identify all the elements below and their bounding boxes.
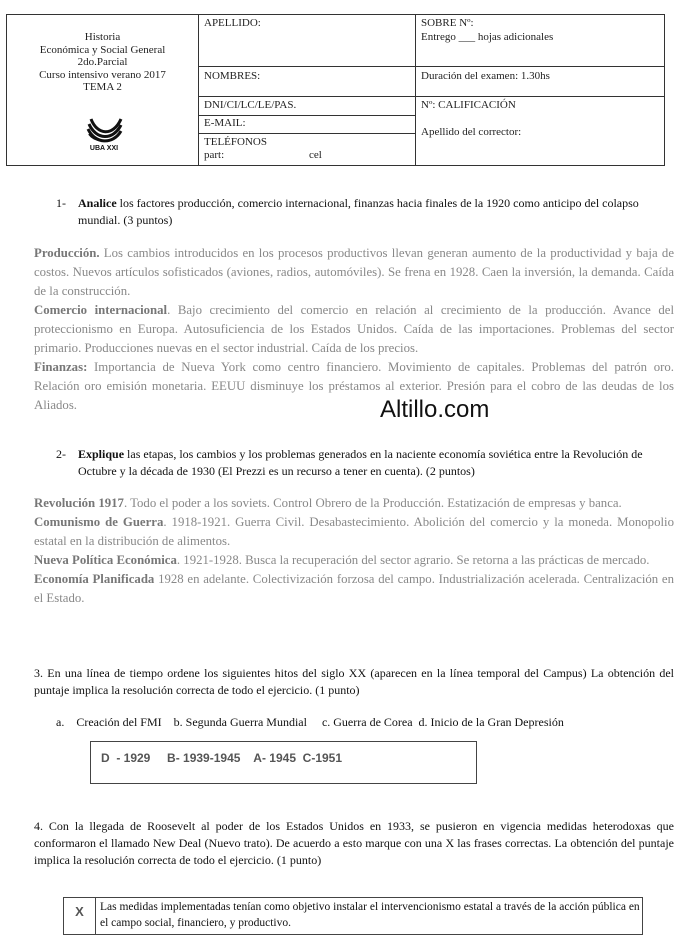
answer-label: Nueva Política Económica xyxy=(34,553,177,567)
answer-text: Los cambios introducidos en los procesos productivos llevan generan aumento de la productividad y baja de costos. Nuevos artículos sofisticados (aviones, radios, automóviles). Se frena en 1928. Caen la inversión, la demanda. Caída de la construcción. xyxy=(34,246,674,298)
question-2-text: las etapas, los cambios y los problemas generados en la naciente economía soviética entre la Revolución de Octubre y la década de 1930 (El Prezzi es un recurso a tener en cuenta). (2 puntos) xyxy=(78,447,643,478)
answer-3: D - 1929 B- 1939-1945 A- 1945 C-1951 xyxy=(101,751,343,765)
email-label: E-MAIL: xyxy=(204,117,246,129)
answer-text: . 1918-1921. Guerra Civil. Desabastecimiento. Abolición del comercio y la moneda. Monopolio estatal en la distribución de alimentos. xyxy=(34,515,674,548)
exam-type: 2do.Parcial xyxy=(77,56,128,68)
question-1-text: los factores producción, comercio internacional, finanzas hacia finales de la 1920 como anticipo del colapso mundial. (3 puntos) xyxy=(78,196,639,227)
calificacion-label: Nº: CALIFICACIÓN xyxy=(421,99,516,111)
answer-2-planificada xyxy=(34,570,674,608)
question-2 xyxy=(78,446,674,480)
course-info xyxy=(7,31,198,94)
answer-label: Economía Planificada xyxy=(34,572,155,586)
answer-1 xyxy=(34,244,674,415)
question-1-verb: Analice xyxy=(78,196,117,210)
part-label: part: xyxy=(204,149,225,161)
divider xyxy=(198,96,664,97)
cel-label: cel xyxy=(309,149,322,161)
corrector-label: Apellido del corrector: xyxy=(421,126,522,138)
answer-label: Revolución 1917 xyxy=(34,496,124,510)
question-1 xyxy=(78,195,674,229)
question-4: 4. Con la llegada de Roosevelt al poder de los Estados Unidos en 1933, se pusieron en vigencia medidas heterodoxas que conformaron el llamado New Deal (Nuevo trato). De acuerdo a esto marque con una X las frases correctas. La obtención del puntaje implica la resolución correcta de todo el ejercicio. (1 punto) xyxy=(34,819,674,867)
answer-label: Finanzas: xyxy=(34,360,88,374)
answer-2 xyxy=(34,494,674,608)
answer-2-nep xyxy=(34,551,674,570)
entrego-label: Entrego ___ hojas adicionales xyxy=(421,31,554,43)
answer-text: 1928 en adelante. Colectivización forzosa del campo. Industrialización acelerada. Centralización en el Estado. xyxy=(34,572,675,605)
divider xyxy=(415,15,416,165)
answer-1-finanzas xyxy=(34,358,674,415)
question-3: 3. En una línea de tiempo ordene los siguientes hitos del siglo XX (aparecen en la línea temporal del Campus) La obtención del puntaje implica la resolución correcta de todo el ejercicio. (1 punto) xyxy=(34,666,674,697)
course-term: Curso intensivo verano 2017 xyxy=(39,68,166,81)
uba-xxi-logo-icon xyxy=(83,115,125,151)
logo-text: UBA XXI xyxy=(89,145,119,151)
statement-text: Las medidas implementadas tenían como objetivo instalar el intervencionismo estatal a través de la acción pública en el campo social, financiero, y productivo. xyxy=(100,901,640,929)
mark-cell[interactable] xyxy=(64,898,96,934)
watermark: Altillo.com xyxy=(380,396,490,423)
question-2-verb: Explique xyxy=(78,447,125,461)
duracion-label: Duración del examen: 1.30hs xyxy=(421,70,550,82)
sobre-label: SOBRE Nº: xyxy=(421,17,474,29)
dni-label: DNI/CI/LC/LE/PAS. xyxy=(204,99,297,111)
answer-text: . 1921-1928. Busca la recuperación del sector agrario. Se retorna a las prácticas de mercado. xyxy=(176,553,650,567)
statement-row xyxy=(63,897,643,935)
answer-1-produccion xyxy=(34,244,674,301)
course-name: Económica y Social General xyxy=(39,43,166,56)
answer-1-comercio xyxy=(34,301,674,358)
answer-text: . Todo el poder a los soviets. Control Obrero de la Producción. Estatización de empresas y banca. xyxy=(123,496,622,510)
mark-x: X xyxy=(75,904,84,919)
answer-text: Importancia de Nueva York como centro financiero. Movimiento de capitales. Problemas del patrón oro. Relación oro emisión monetaria. EEUU disminuye los préstamos al exterior. Presión para el cobro de las deudas de los Aliados. xyxy=(34,360,674,412)
answer-label: Comunismo de Guerra xyxy=(34,515,164,529)
answer-2-revolucion xyxy=(34,494,674,513)
answer-label: Producción. xyxy=(34,246,100,260)
exam-header-table xyxy=(6,14,665,166)
question-2-number: 2- xyxy=(56,447,66,461)
answer-text: . Bajo crecimiento del comercio en relación al crecimiento de la producción. Avance del proteccionismo en Europa. Autosuficiencia de los Estados Unidos. Caída de las importaciones. Problemas del sector primario. Producciones nuevas en el sector industrial. Caída de los precios. xyxy=(34,303,674,355)
answer-2-comunismo xyxy=(34,513,674,551)
question-3-options: a. Creación del FMI b. Segunda Guerra Mundial c. Guerra de Corea d. Inicio de la Gran Depresión xyxy=(56,715,564,729)
divider xyxy=(198,115,415,116)
apellido-label: APELLIDO: xyxy=(204,17,261,29)
divider xyxy=(198,133,415,134)
answer-label: Comercio internacional xyxy=(34,303,168,317)
nombres-label: NOMBRES: xyxy=(204,70,261,82)
divider xyxy=(198,66,664,67)
course-subject: Historia xyxy=(84,31,121,43)
divider xyxy=(198,15,199,165)
answer-3-box xyxy=(90,741,477,784)
question-1-number: 1- xyxy=(56,196,66,210)
exam-version: TEMA 2 xyxy=(83,81,122,93)
telefonos-label: TELÉFONOS xyxy=(204,136,267,148)
